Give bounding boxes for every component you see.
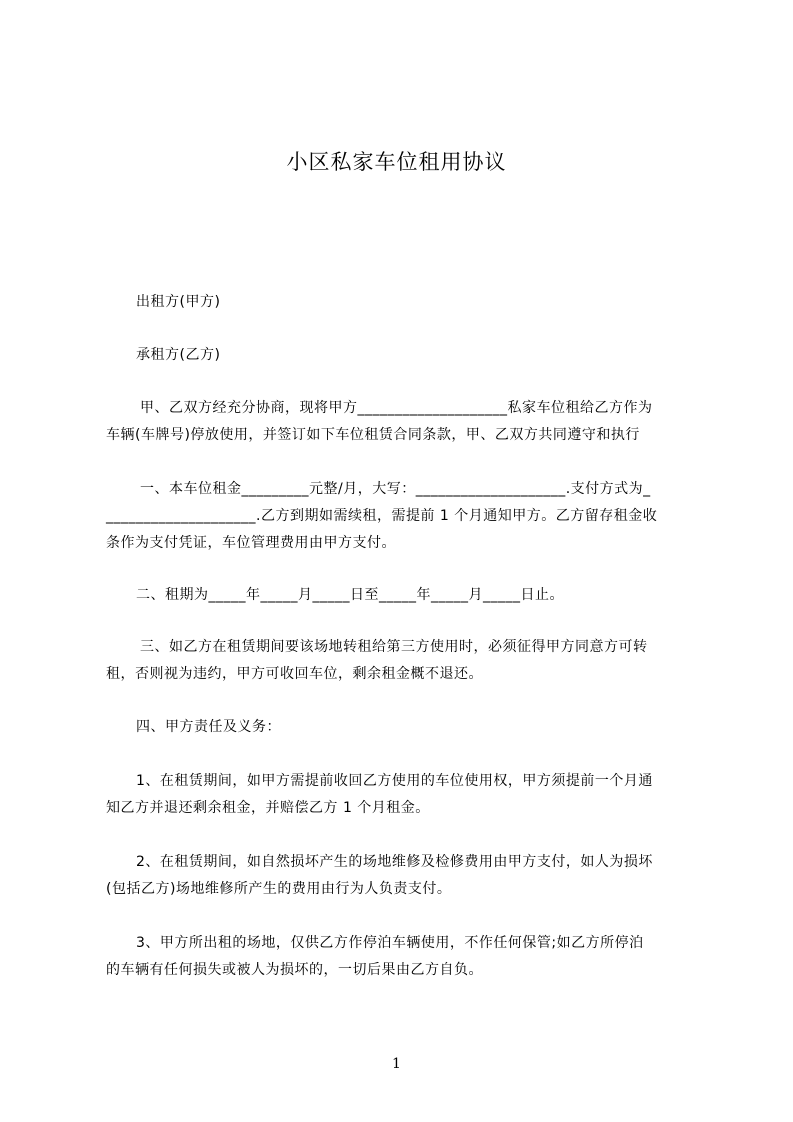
clause-3-line: 三、如乙方在租赁期间要该场地转租给第三方使用时，必须征得甲方同意方可转 <box>140 639 648 655</box>
lessor-label: 出租方(甲方) <box>136 294 221 310</box>
clause-4-item-line: 3、甲方所出租的场地，仅供乙方作停泊车辆使用，不作任何保管;如乙方所停泊 <box>136 935 644 951</box>
clause-4-heading: 四、甲方责任及义务： <box>136 719 281 735</box>
clause-1-line: 一、本车位租金_________元整/月，大写：____________________.支付方式为_ <box>140 481 651 497</box>
intro-line: 车辆(车牌号)停放使用，并签订如下车位租赁合同条款，甲、乙双方共同遵守和执行 <box>106 427 640 443</box>
clause-4-item-line: 知乙方并退还剩余租金，并赔偿乙方 1 个月租金。 <box>106 800 430 816</box>
document-title: 小区私家车位租用协议 <box>286 150 507 174</box>
clause-3-line: 租，否则视为违约，甲方可收回车位，剩余租金概不退还。 <box>106 666 483 682</box>
intro-line: 甲、乙双方经充分协商，现将甲方____________________私家车位租给乙方作为 <box>140 400 653 416</box>
clause-4-item-line: (包括乙方)场地维修所产生的费用由行为人负责支付。 <box>106 881 452 897</box>
clause-4-item-line: 的车辆有任何损失或被人为损坏的，一切后果由乙方自负。 <box>106 962 483 978</box>
clause-4-item-line: 2、在租赁期间，如自然损坏产生的场地维修及检修费用由甲方支付，如人为损坏 <box>136 854 653 870</box>
lessee-label: 承租方(乙方) <box>136 347 221 363</box>
clause-1-line: ____________________.乙方到期如需续租，需提前 1 个月通知甲方。乙方留存租金收 <box>106 508 658 524</box>
page-number: 1 <box>392 1056 401 1072</box>
clause-1-line: 条作为支付凭证，车位管理费用由甲方支付。 <box>106 535 396 551</box>
clause-2-line: 二、租期为_____年_____月_____日至_____年_____月_____日止。 <box>136 587 564 603</box>
clause-4-item-line: 1、在租赁期间，如甲方需提前收回乙方使用的车位使用权，甲方须提前一个月通 <box>136 773 653 789</box>
